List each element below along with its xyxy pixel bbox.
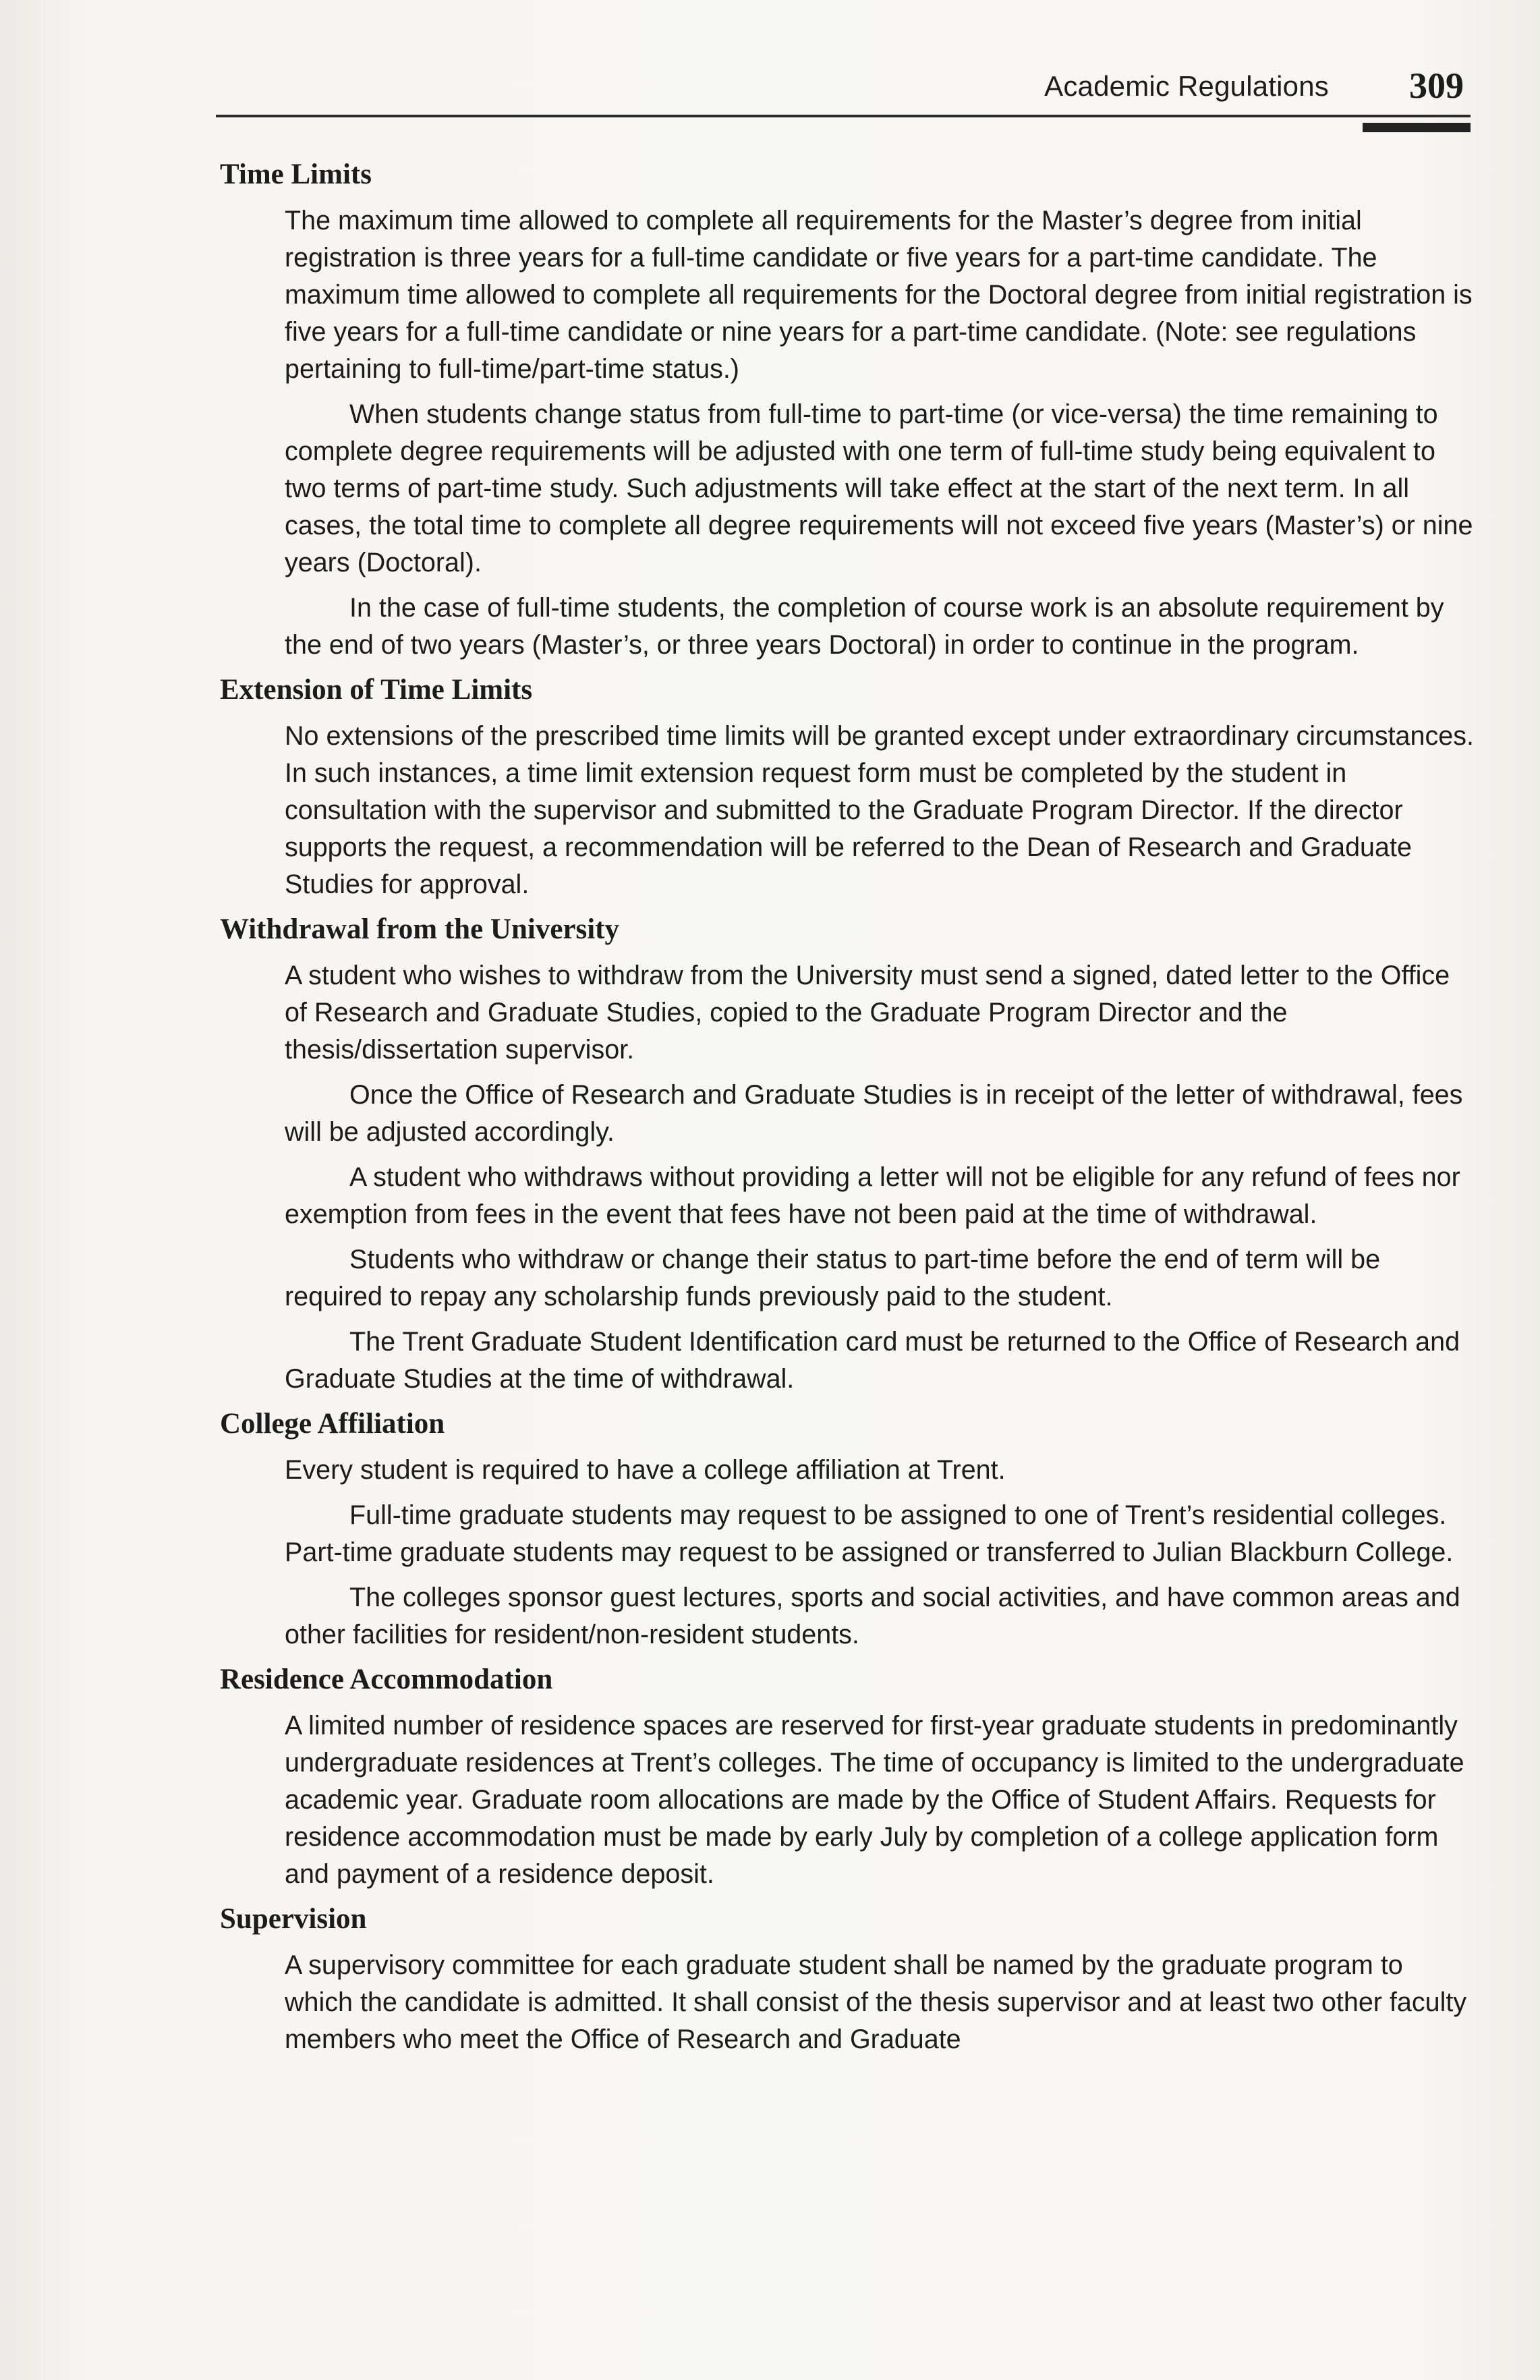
- paragraph: A supervisory committee for each graduate student shall be named by the graduate program to which the candidate is admitted. It shall consist of the thesis supervisor and at least two other faculty members who meet the Office of Research and Graduate: [285, 1950, 1467, 2054]
- paragraph: Once the Office of Research and Graduate Studies is in receipt of the letter of withdrawal, fees will be adjusted accordingly.: [285, 1080, 1463, 1147]
- paragraph: The maximum time allowed to complete all requirements for the Master’s degree from initial registration is three years for a full-time candidate or five years for a part-time candidate. The maximum time allowed to complete all requirements for the Doctoral degree from initial registration is five years for a full-time candidate or nine years for a part-time candidate. (Note: see regulations pertaining to full-time/part-time status.): [285, 206, 1473, 384]
- paragraph: The Trent Graduate Student Identification card must be returned to the Office of Research and Graduate Studies at the time of withdrawal.: [285, 1327, 1460, 1394]
- running-title: Academic Regulations: [1044, 70, 1329, 102]
- section-heading: Extension of Time Limits: [220, 674, 533, 706]
- paragraph: In the case of full-time students, the completion of course work is an absolute requirement by the end of two years (Master’s, or three years Doctoral) in order to continue in the program.: [285, 593, 1444, 660]
- paragraph: No extensions of the prescribed time limits will be granted except under extraordinary circumstances. In such instances, a time limit extension request form must be completed by the student in consultation with the supervisor and submitted to the Graduate Program Director. If the director supports the request, a recommendation will be referred to the Dean of Research and Graduate Studies for approval.: [285, 721, 1474, 899]
- header-thumb-tab: [1363, 123, 1471, 132]
- paragraph: When students change status from full-time to part-time (or vice-versa) the time remaining to complete degree requirements will be adjusted with one term of full-time study being equivalent to two terms of part-time study. Such adjustments will take effect at the start of the next term. In all cases, the total time to complete all degree requirements will not exceed five years (Master’s) or nine years (Doctoral).: [285, 399, 1473, 577]
- paragraph: A limited number of residence spaces are reserved for first-year graduate students in predominantly undergraduate residences at Trent’s colleges. The time of occupancy is limited to the undergraduate academic year. Graduate room allocations are made by the Office of Student Affairs. Requests for residence accommodation must be made by early July by completion of a college application form and payment of a residence deposit.: [285, 1711, 1464, 1889]
- section-heading: College Affiliation: [220, 1408, 445, 1440]
- paragraph: Full-time graduate students may request to be assigned to one of Trent’s residential colleges. Part-time graduate students may request to be assigned or transferred to Julian Blackburn College.: [285, 1500, 1454, 1567]
- paragraph: A student who withdraws without providing a letter will not be eligible for any refund of fees nor exemption from fees in the event that fees have not been paid at the time of withdrawal.: [285, 1162, 1460, 1229]
- section-time-limits: [216, 157, 1477, 664]
- paragraph: The colleges sponsor guest lectures, sports and social activities, and have common areas and other facilities for resident/non-resident students.: [285, 1583, 1460, 1649]
- section-residence-accommodation: [216, 1662, 1477, 1893]
- paragraph: Students who withdraw or change their status to part-time before the end of term will be required to repay any scholarship funds previously paid to the student.: [285, 1245, 1381, 1311]
- header-rule: [216, 115, 1471, 117]
- section-extension-of-time-limits: [216, 672, 1477, 903]
- section-heading: Time Limits: [220, 159, 372, 190]
- section-heading: Supervision: [220, 1903, 367, 1935]
- section-heading: Withdrawal from the University: [220, 913, 620, 945]
- running-header: [216, 59, 1471, 120]
- section-heading: Residence Accommodation: [220, 1664, 553, 1695]
- page-body: [216, 157, 1477, 2066]
- section-withdrawal: [216, 911, 1477, 1398]
- paragraph: A student who wishes to withdraw from the University must send a signed, dated letter to the Office of Research and Graduate Studies, copied to the Graduate Program Director and the thesis/dissertation supervisor.: [285, 961, 1450, 1065]
- section-college-affiliation: [216, 1406, 1477, 1653]
- paragraph: Every student is required to have a college affiliation at Trent.: [285, 1455, 1006, 1485]
- section-supervision: [216, 1901, 1477, 2058]
- page-number: 309: [1409, 65, 1464, 106]
